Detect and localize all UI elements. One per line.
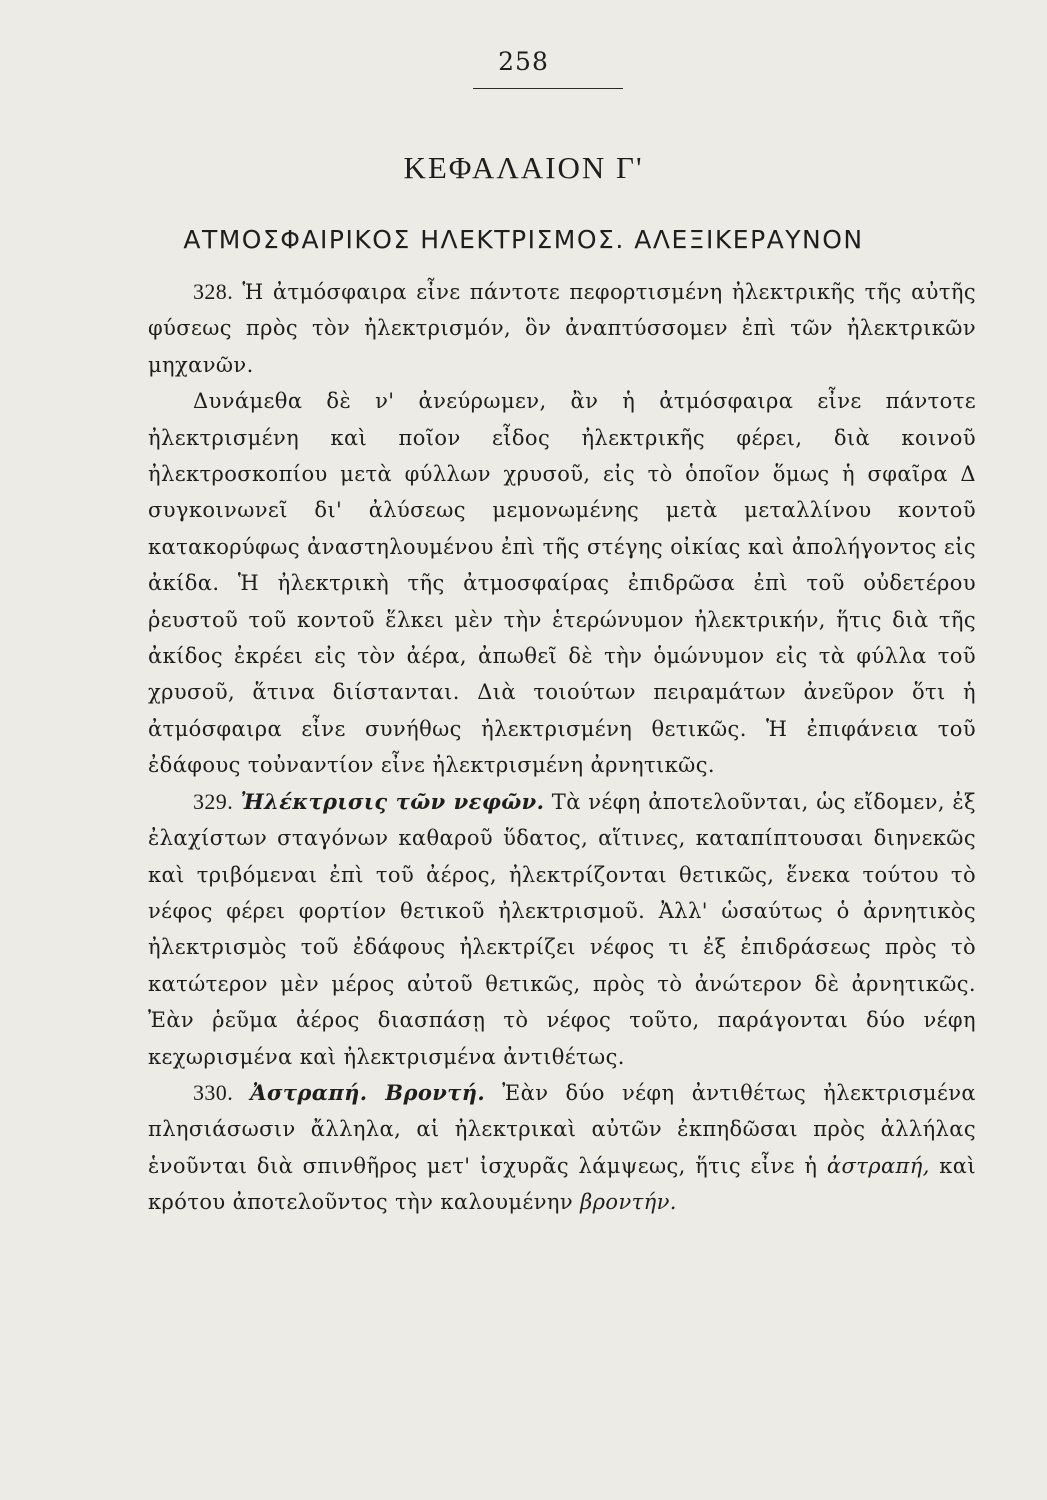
body-text <box>148 274 976 1221</box>
page-number-rule <box>473 88 623 89</box>
paragraph-number: 330. <box>193 1079 234 1105</box>
paragraph-text: Ἐὰν δύο νέφη ἀντιθέτως ἠλεκτρισμένα πλησιάσωσιν ἄλληλα, αἱ ἠλεκτρικαὶ αὐτῶν ἐκπηδῶσαι πρὸς ἀλλήλας ἑνοῦνται διὰ σπινθῆρος μετ' ἰσχυρᾶς λάμψεως, ἥτις εἶνε ἡ <box>148 1080 976 1178</box>
paragraph-329 <box>148 784 976 1075</box>
paragraph-328-continued <box>148 383 976 783</box>
paragraph-heading: Ἠλέκτρισις τῶν νεφῶν. <box>240 788 545 814</box>
paragraph-text: Τὰ νέφη ἀποτελοῦνται, ὡς εἴδομεν, ἐξ ἐλαχίστων σταγόνων καθαροῦ ὕδατος, αἵτινες, καταπίπτουσαι διηνεκῶς καὶ τριβόμεναι ἐπὶ τοῦ ἀέρος, ἠλεκτρίζονται θετικῶς, ἕνεκα τούτου τὸ νέφος φέρει φορτίον θετικοῦ ἠλεκτρισμοῦ. Ἀλλ' ὡσαύτως ὁ ἀρνητικὸς ἠλεκτρισμὸς τοῦ ἐδάφους ἠλεκτρίζει νέφος τι ἐξ ἐπιδράσεως πρὸς τὸ κατώτερον μὲν μέρος αὐτοῦ θετικῶς, πρὸς τὸ ἀνώτερον δὲ ἀρνητικῶς. Ἐὰν ῥεῦμα ἀέρος διασπάσῃ τὸ νέφος τοῦτο, παράγονται δύο νέφη κεχωρισμένα καὶ ἠλεκτρισμένα ἀντιθέτως. <box>148 789 976 1069</box>
section-title: ΑΤΜΟΣΦΑΙΡΙΚΟΣ ΗΛΕΚΤΡΙΣΜΟΣ. ΑΛΕΞΙΚΕΡΑΥΝΟΝ <box>183 225 864 254</box>
paragraph-330 <box>148 1075 976 1221</box>
paragraph-text: Ἡ ἀτμόσφαιρα εἶνε πάντοτε πεφορτισμένη ἠλεκτρικῆς τῆς αὐτῆς φύσεως πρὸς τὸν ἠλεκτρισμόν, ὃν ἀναπτύσσομεν ἐπὶ τῶν ἠλεκτρικῶν μηχανῶν. <box>148 280 976 377</box>
italic-term: ἀστραπή, <box>826 1153 930 1178</box>
paragraph-text: Δυνάμεθα δὲ ν' ἀνεύρωμεν, ἂν ἡ ἀτμόσφαιρα εἶνε πάντοτε ἠλεκτρισμένη καὶ ποῖον εἶδος ἠλεκτρικῆς φέρει, διὰ κοινοῦ ἠλεκτροσκοπίου μετὰ φύλλων χρυσοῦ, εἰς τὸ ὁποῖον ὅμως ἡ σφαῖρα Δ συγκοινωνεῖ δι' ἀλύσεως μεμονωμένης μετὰ μεταλλίνου κοντοῦ κατακορύφως ἀναστηλουμένου ἐπὶ τῆς στέγης οἰκίας καὶ ἀπολήγοντος εἰς ἀκίδα. Ἡ ἠλεκτρικὴ τῆς ἀτμοσφαίρας ἐπιδρῶσα ἐπὶ τοῦ οὐδετέρου ῥευστοῦ τοῦ κοντοῦ ἕλκει μὲν τὴν ἑτερώνυμον ἠλεκτρικήν, ἥτις διὰ τῆς ἀκίδος ἐκρέει εἰς τὸν ἀέρα, ἀπωθεῖ δὲ τὴν ὁμώνυμον εἰς τὰ φύλλα τοῦ χρυσοῦ, ἅτινα διίστανται. Διὰ τοιούτων πειραμάτων ἀνεῦρον ὅτι ἡ ἀτμόσφαιρα εἶνε συνήθως ἠλεκτρισμένη θετικῶς. Ἡ ἐπιφάνεια τοῦ ἐδάφους τοὐναντίον εἶνε ἠλεκτρισμένη ἀρνητικῶς. <box>148 389 976 778</box>
italic-term: βροντήν. <box>580 1190 677 1215</box>
paragraph-heading: Ἀστραπή. Βροντή. <box>250 1079 486 1105</box>
paragraph-text: καὶ κρότου ἀποτελοῦντος τὴν καλουμένην <box>148 1153 977 1215</box>
chapter-title: ΚΕΦΑΛΑΙΟΝ Γ' <box>403 150 644 185</box>
paragraph-number: 328. <box>193 279 234 304</box>
page-number: 258 <box>498 47 549 76</box>
paragraph-328 <box>148 274 976 383</box>
paragraph-number: 329. <box>193 788 234 814</box>
